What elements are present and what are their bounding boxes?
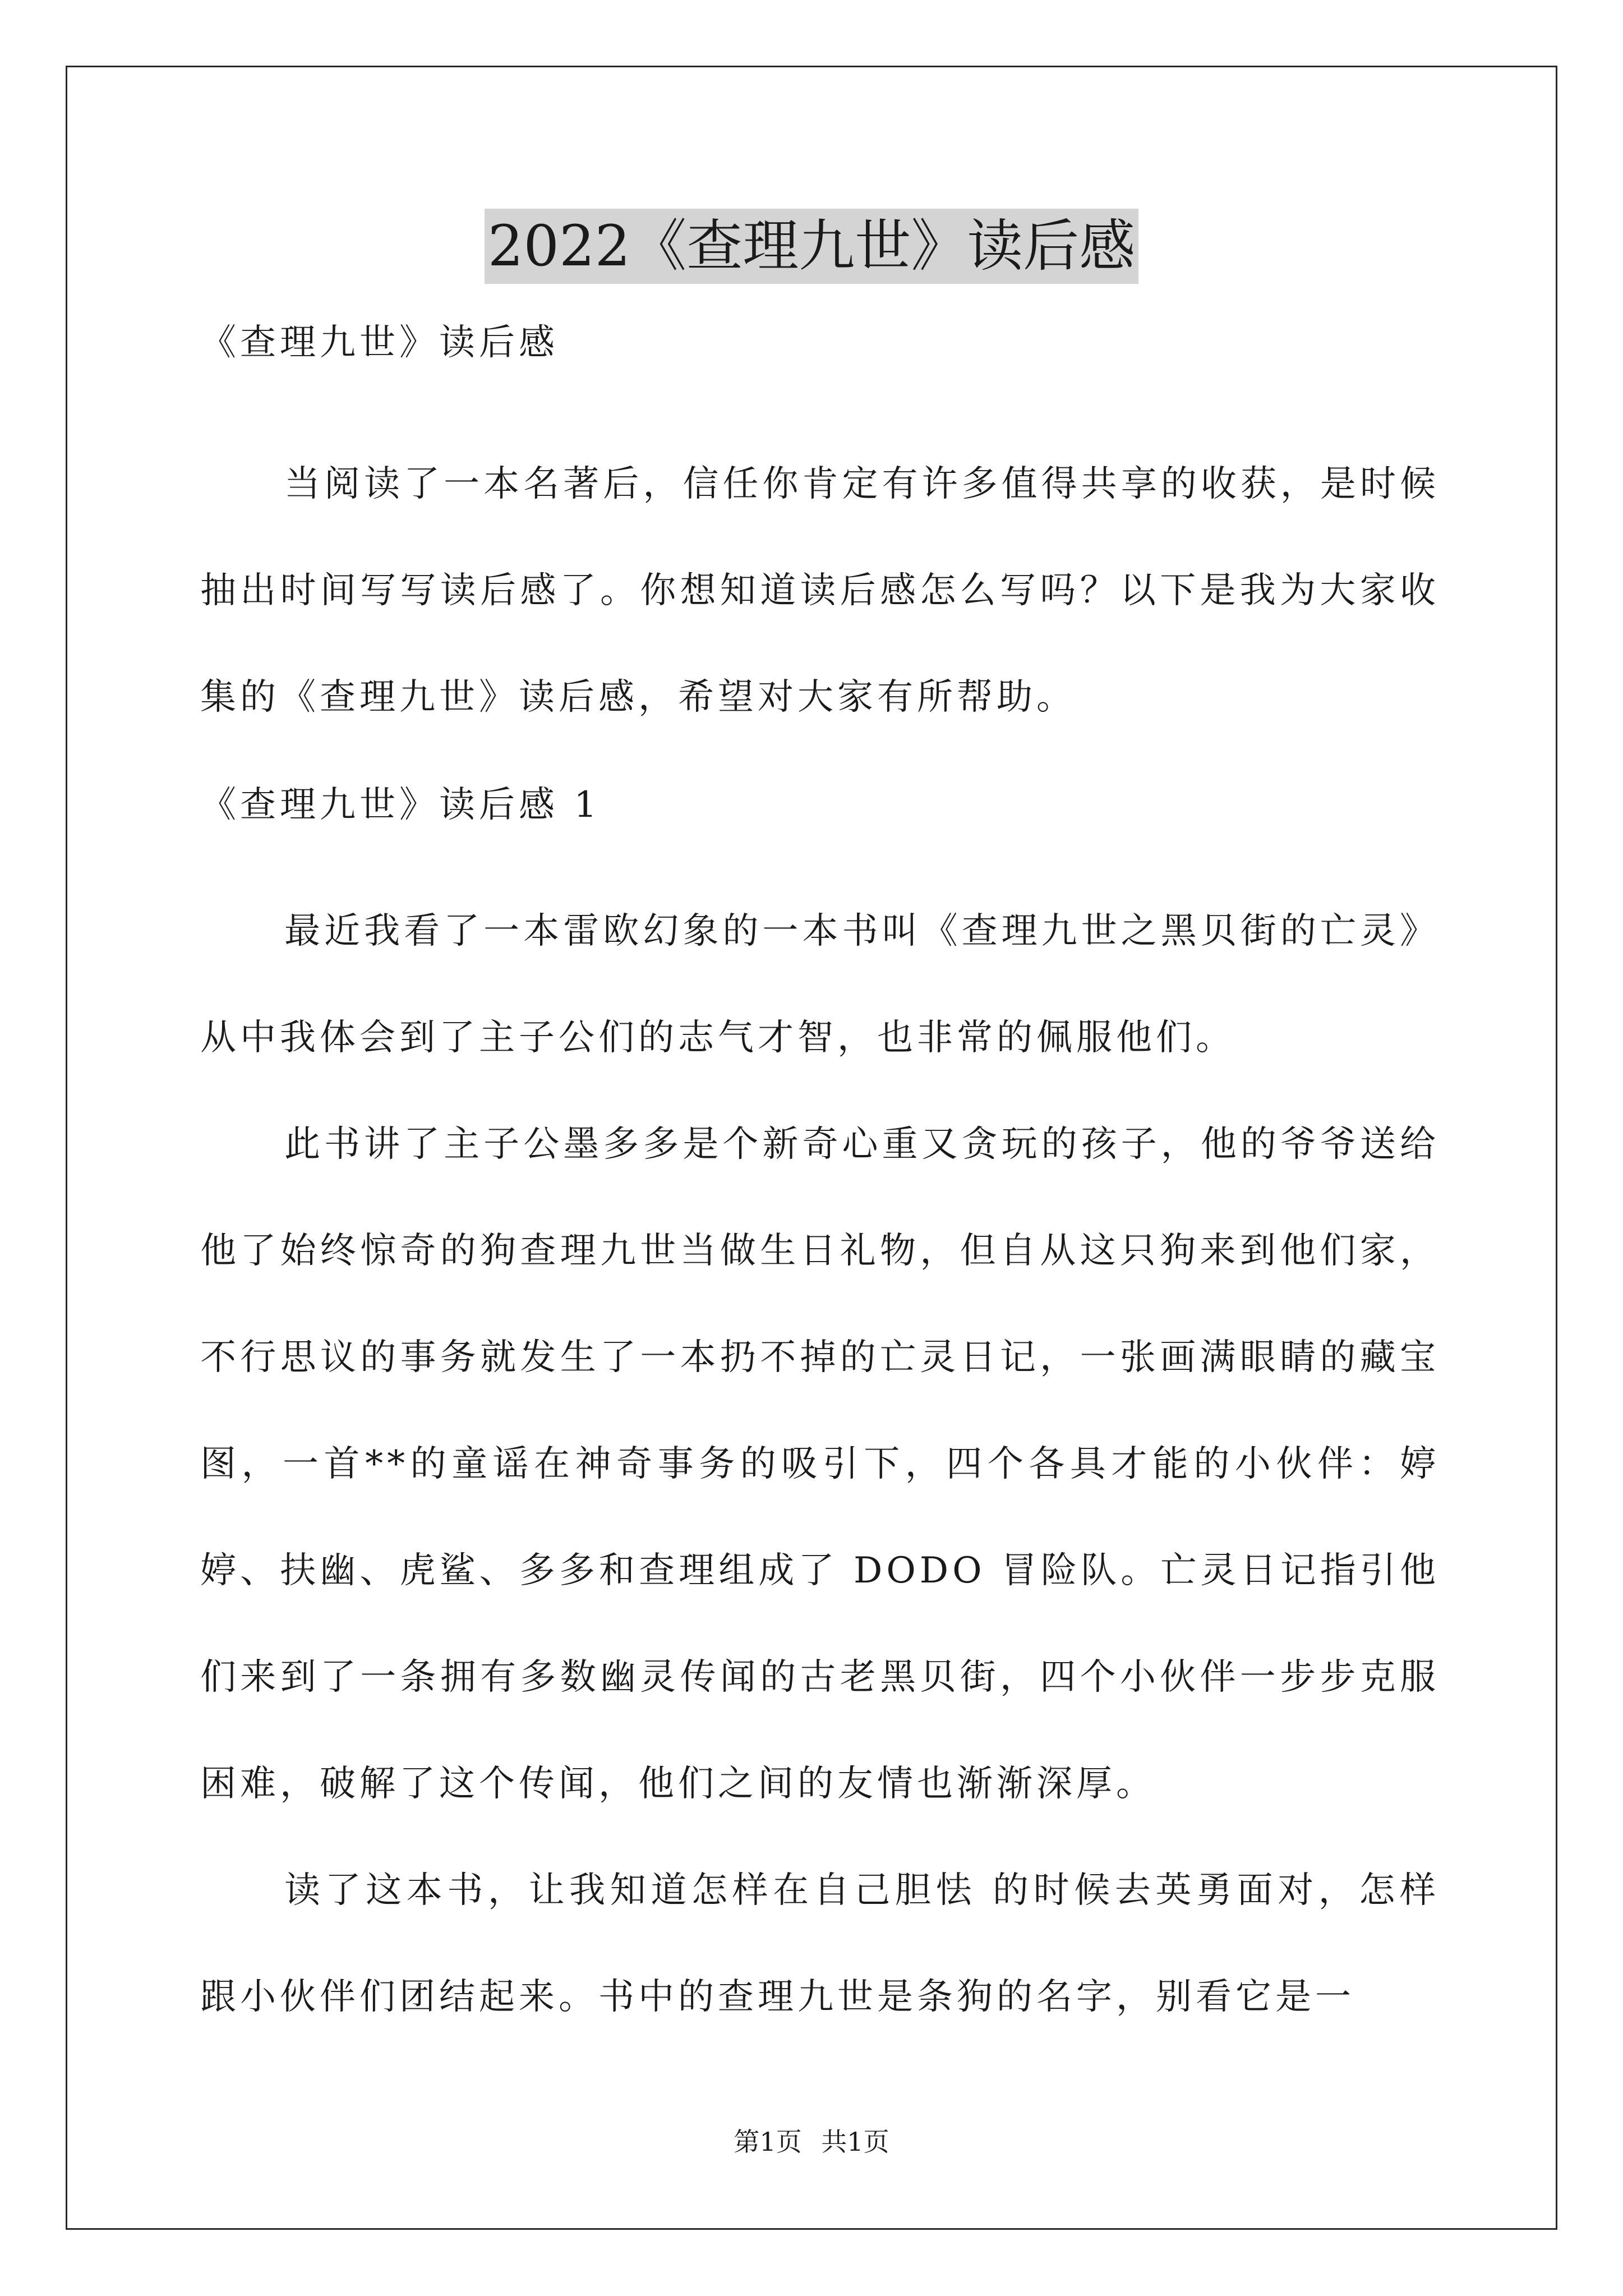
title-container: [0, 209, 1623, 284]
intro-paragraph: 当阅读了一本名著后，信任你肯定有许多值得共享的收获，是时候抽出时间写写读后感了。你想知道读后感怎么写吗？以下是我为大家收集的《查理九世》读后感，希望对大家有所帮助。: [200, 463, 1440, 718]
body-paragraph-2: 此书讲了主子公墨多多是个新奇心重又贪玩的孩子，他的爷爷送给他了始终惊奇的狗查理九世当做生日礼物，但自从这只狗来到他们家，不行思议的事务就发生了一本扔不掉的亡灵日记，一张画满眼睛的藏宝图，一首**的童谣在神奇事务的吸引下，四个各具才能的小伙伴：婷婷、扶幽、虎鲨、多多和查理组成了 DODO 冒险队。亡灵日记指引他们来到了一条拥有多数幽灵传闻的古老黑贝街，四个小伙伴一步步克服困难，破解了这个传闻，他们之间的友情也渐渐深厚。: [200, 1124, 1440, 1805]
page-number-footer: 第1页 共1页: [734, 2127, 889, 2157]
document-subtitle: 《查理九世》读后感: [200, 322, 559, 364]
document-title: 2022《查理九世》读后感: [485, 209, 1139, 284]
body-paragraph-1: 最近我看了一本雷欧幻象的一本书叫《查理九世之黑贝街的亡灵》从中我体会到了主子公们的志气才智，也非常的佩服他们。: [200, 910, 1440, 1059]
body-paragraph-3: 读了这本书，让我知道怎样在自己胆怯 的时候去英勇面对，怎样跟小伙伴们团结起来。书中的查理九世是条狗的名字，别看它是一: [200, 1870, 1440, 2018]
section-heading: 《查理九世》读后感 1: [200, 784, 601, 826]
